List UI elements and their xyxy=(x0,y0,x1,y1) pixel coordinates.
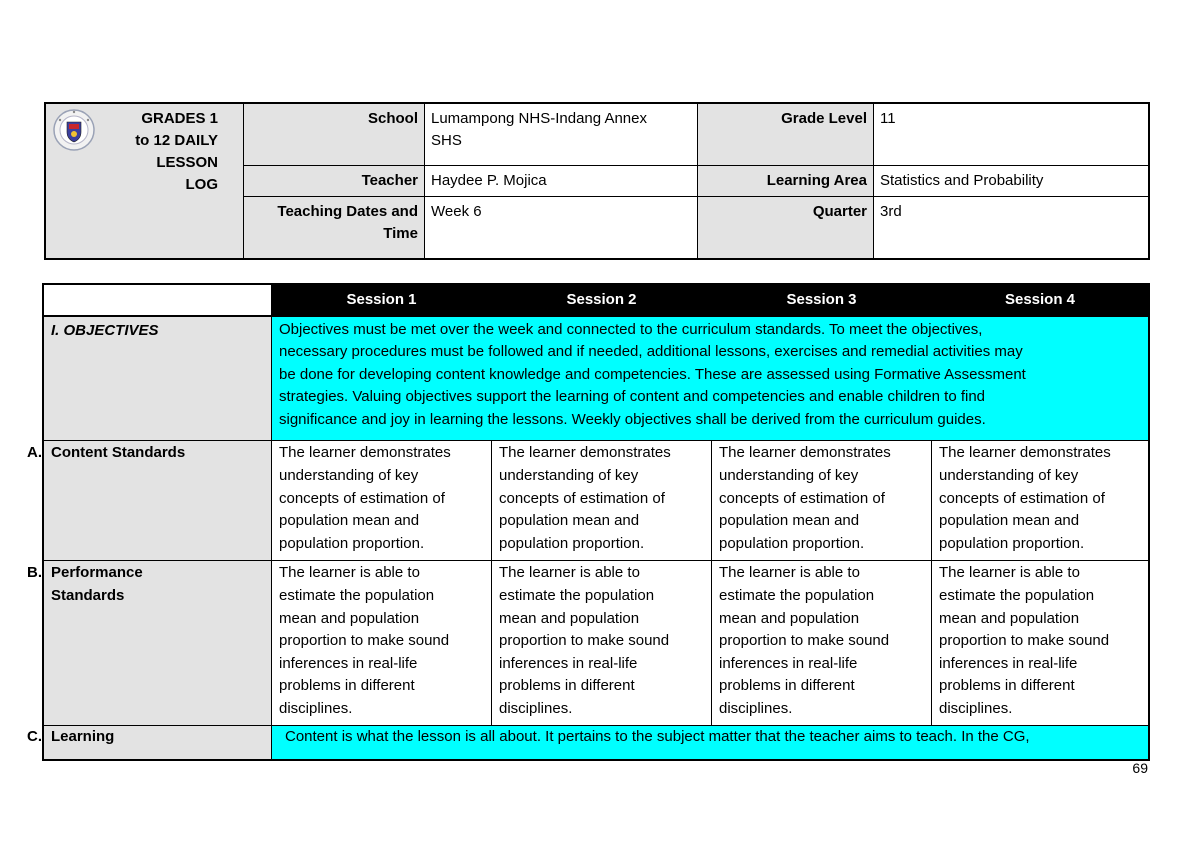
cell-line: problems in different xyxy=(279,677,415,695)
cell-line: estimate the population xyxy=(279,587,435,605)
cell-line: mean and population xyxy=(279,609,420,627)
item-number: B. xyxy=(27,564,42,582)
page-number: 69 xyxy=(1132,760,1148,776)
teaching-dates-label xyxy=(244,197,425,260)
cell-line: The learner demonstrates xyxy=(939,444,1111,462)
session-header: Session 4 xyxy=(932,284,1150,316)
blank-corner xyxy=(43,284,272,316)
cell-line: concepts of estimation of xyxy=(499,489,665,507)
title-line: LESSON xyxy=(156,154,218,171)
objectives-line: be done for developing content knowledge and competencies. These are assessed using Formative Assessment xyxy=(279,365,1026,383)
cell-line: The learner is able to xyxy=(279,564,420,582)
dates-label-line: Teaching Dates and xyxy=(277,203,418,220)
cell-line: understanding of key xyxy=(279,467,419,485)
title-line: GRADES 1 xyxy=(141,110,218,127)
cell-line: inferences in real-life xyxy=(719,654,858,672)
cell-line: population proportion. xyxy=(719,534,865,552)
content-standard-cell xyxy=(932,441,1150,561)
teacher-label: Teacher xyxy=(244,166,425,197)
learning-label: Learning xyxy=(51,727,115,745)
teaching-dates-value: Week 6 xyxy=(425,197,698,260)
cell-line: concepts of estimation of xyxy=(719,489,885,507)
objectives-label-cell xyxy=(43,316,272,441)
cell-line: proportion to make sound xyxy=(499,632,670,650)
cell-line: estimate the population xyxy=(499,587,655,605)
session-header: Session 3 xyxy=(712,284,932,316)
learning-description: Content is what the lesson is all about. It pertains to the subject matter that the teacher aims to teach. In the CG, xyxy=(272,725,1150,760)
cell-line: The learner demonstrates xyxy=(719,444,891,462)
dates-label-line: Time xyxy=(383,225,418,242)
cell-line: disciplines. xyxy=(939,700,1013,717)
learning-label-cell xyxy=(27,725,272,760)
cell-line: population mean and xyxy=(279,512,420,530)
cell-line: inferences in real-life xyxy=(499,654,638,672)
quarter-label: Quarter xyxy=(698,197,874,260)
performance-standard-cell xyxy=(712,561,932,725)
item-number: C. xyxy=(27,727,42,745)
grade-level-value: 11 xyxy=(874,103,1150,166)
cell-line: disciplines. xyxy=(499,700,573,717)
objectives-line: necessary procedures must be followed and if needed, additional lessons, exercises and remedial activities may xyxy=(279,343,1023,361)
performance-standard-cell xyxy=(492,561,712,725)
cell-line: concepts of estimation of xyxy=(939,489,1105,507)
teacher-value: Haydee P. Mojica xyxy=(425,166,698,197)
school-value xyxy=(425,103,698,166)
header-table xyxy=(44,102,1150,260)
lesson-table xyxy=(27,283,1150,761)
cell-line: The learner is able to xyxy=(719,564,860,582)
performance-standards-label-cell xyxy=(27,561,272,725)
title-line: to 12 DAILY xyxy=(135,132,218,149)
cell-line: estimate the population xyxy=(939,587,1095,605)
school-label: School xyxy=(244,103,425,166)
cell-line: proportion to make sound xyxy=(939,632,1110,650)
cell-line: population proportion. xyxy=(499,534,645,552)
cell-line: understanding of key xyxy=(939,467,1079,485)
cell-line: disciplines. xyxy=(279,700,353,717)
cell-line: mean and population xyxy=(499,609,640,627)
cell-line: concepts of estimation of xyxy=(279,489,445,507)
learning-area-label: Learning Area xyxy=(698,166,874,197)
cell-line: population mean and xyxy=(719,512,860,530)
cell-line: mean and population xyxy=(939,609,1080,627)
performance-standards-label: Performance xyxy=(51,564,143,582)
cell-line: population proportion. xyxy=(279,534,425,552)
cell-line: The learner is able to xyxy=(939,564,1080,582)
cell-line: problems in different xyxy=(499,677,635,695)
performance-standards-label: Standards xyxy=(51,587,125,605)
objectives-line: Objectives must be met over the week and connected to the curriculum standards. To meet the objectives, xyxy=(279,320,983,338)
learning-area-value: Statistics and Probability xyxy=(874,166,1150,197)
cell-line: proportion to make sound xyxy=(719,632,890,650)
session-header: Session 1 xyxy=(272,284,492,316)
cell-line: problems in different xyxy=(939,677,1075,695)
content-standard-cell xyxy=(492,441,712,561)
content-standards-label-cell xyxy=(27,441,272,561)
cell-line: estimate the population xyxy=(719,587,875,605)
cell-line: The learner demonstrates xyxy=(499,444,671,462)
performance-standard-cell xyxy=(932,561,1150,725)
cell-line: The learner is able to xyxy=(499,564,640,582)
cell-line: population mean and xyxy=(939,512,1080,530)
content-standard-cell xyxy=(712,441,932,561)
objectives-label: I. OBJECTIVES xyxy=(51,322,159,339)
cell-line: problems in different xyxy=(719,677,855,695)
school-line: Lumampong NHS-Indang Annex xyxy=(431,110,647,127)
cell-line: inferences in real-life xyxy=(939,654,1078,672)
title-line: LOG xyxy=(185,176,218,193)
grade-level-label: Grade Level xyxy=(698,103,874,166)
cell-line: population proportion. xyxy=(939,534,1085,552)
cell-line: proportion to make sound xyxy=(279,632,450,650)
school-line: SHS xyxy=(431,132,462,149)
content-standard-cell xyxy=(272,441,492,561)
cell-line: mean and population xyxy=(719,609,860,627)
cell-line: The learner demonstrates xyxy=(279,444,451,462)
cell-line: understanding of key xyxy=(719,467,859,485)
performance-standard-cell xyxy=(272,561,492,725)
objectives-description xyxy=(272,316,1150,441)
objectives-line: strategies. Valuing objectives support the learning of content and competencies and enable children to find xyxy=(279,388,986,406)
cell-line: understanding of key xyxy=(499,467,639,485)
title-cell xyxy=(45,103,244,259)
item-number: A. xyxy=(27,444,42,462)
session-header: Session 2 xyxy=(492,284,712,316)
cell-line: population mean and xyxy=(499,512,640,530)
cell-line: inferences in real-life xyxy=(279,654,418,672)
quarter-value: 3rd xyxy=(874,197,1150,260)
dll-title xyxy=(106,108,218,196)
deped-seal-icon xyxy=(52,108,96,152)
cell-line: disciplines. xyxy=(719,700,793,717)
content-standards-label: Content Standards xyxy=(51,444,186,462)
objectives-line: significance and joy in learning the lessons. Weekly objectives shall be derived from the curriculum guides. xyxy=(279,410,986,428)
